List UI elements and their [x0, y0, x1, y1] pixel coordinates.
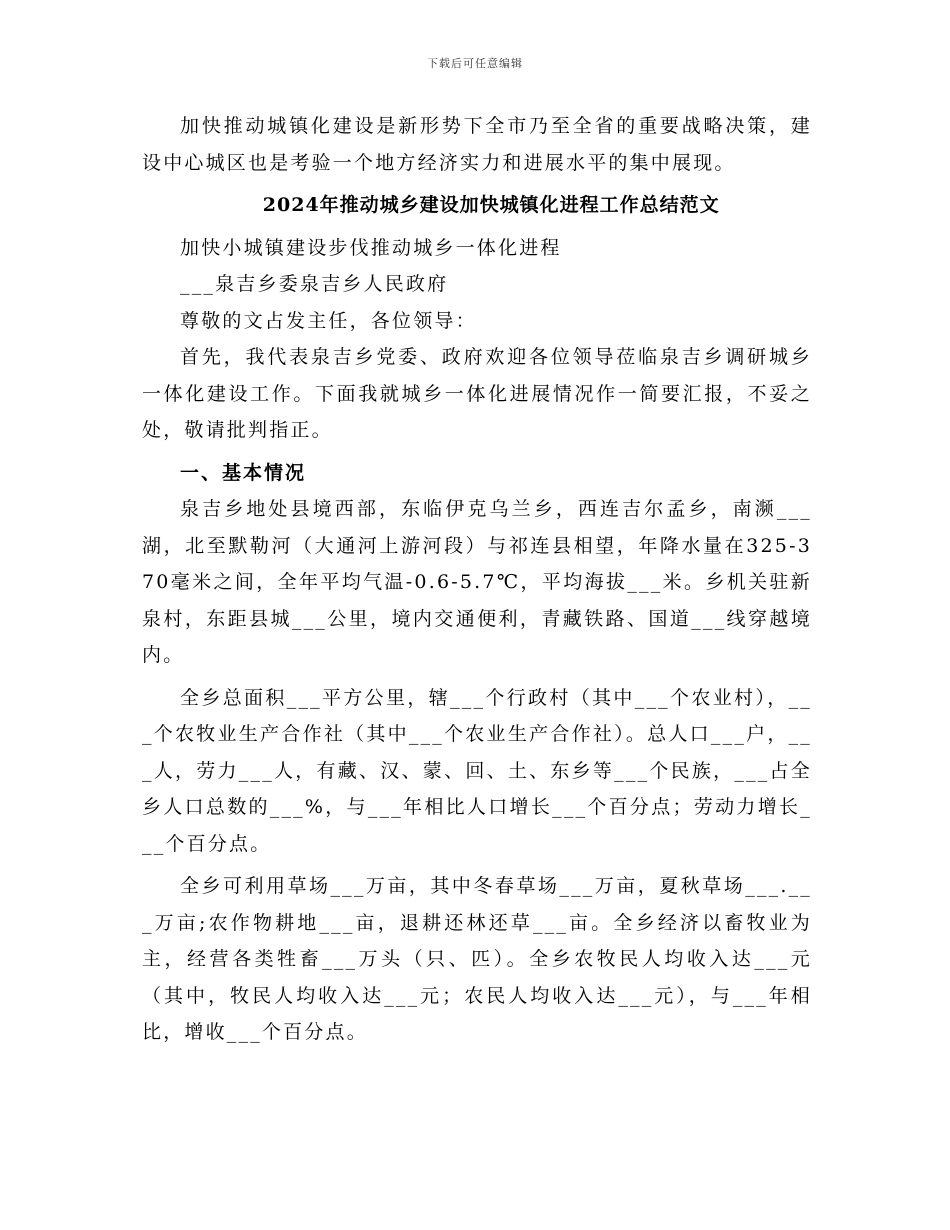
- page-header: 下载后可任意编辑: [427, 57, 523, 70]
- opening-paragraph: 首先，我代表泉吉乡党委、政府欢迎各位领导莅临泉吉乡调研城乡一体化建设工作。下面我就城乡一体化进展情况作一简要汇报，不妥之处，敬请批判指正。: [142, 346, 812, 441]
- body-paragraph: 全乡总面积___平方公里，辖___个行政村（其中___个农业村），___个农牧业生产合作社（其中___个农业生产合作社）。总人口___户，___人，劳力___人，有藏、汉、蒙、回、土、东乡等___个民族，___占全乡人口总数的___%，与___年相比人口增长___个百分点；劳动力增长___个百分点。: [142, 686, 812, 855]
- document-title: 2024年推动城乡建设加快城镇化进程工作总结范文: [262, 194, 720, 216]
- body-paragraph: 泉吉乡地处县境西部，东临伊克乌兰乡，西连吉尔孟乡，南濒___湖，北至默勒河（大通河上游河段）与祁连县相望，年降水量在325-370毫米之间，全年平均气温-0.6-5.7℃，平均海拔___米。乡机关驻新泉村，东距县城___公里，境内交通便利，青藏铁路、国道___线穿越境内。: [142, 498, 812, 666]
- section-heading: 一、基本情况: [180, 461, 307, 484]
- salutation: 尊敬的文占发主任，各位领导：: [180, 309, 477, 332]
- document-body: [142, 108, 812, 1057]
- document-subtitle: 加快小城镇建设步伐推动城乡一体化进程: [180, 236, 562, 259]
- intro-paragraph: 加快推动城镇化建设是新形势下全市乃至全省的重要战略决策，建设中心城区也是考验一个地方经济实力和进展水平的集中展现。: [142, 115, 812, 174]
- body-paragraph: 全乡可利用草场___万亩，其中冬春草场___万亩，夏秋草场___.___万亩;农作物耕地___亩，退耕还林还草___亩。全乡经济以畜牧业为主，经营各类牲畜___万头（只、匹）。全乡农牧民人均收入达___元（其中，牧民人均收入达___元；农民人均收入达___元），与___年相比，增收___个百分点。: [142, 875, 812, 1043]
- document-author: ___泉吉乡委泉吉乡人民政府: [180, 273, 449, 295]
